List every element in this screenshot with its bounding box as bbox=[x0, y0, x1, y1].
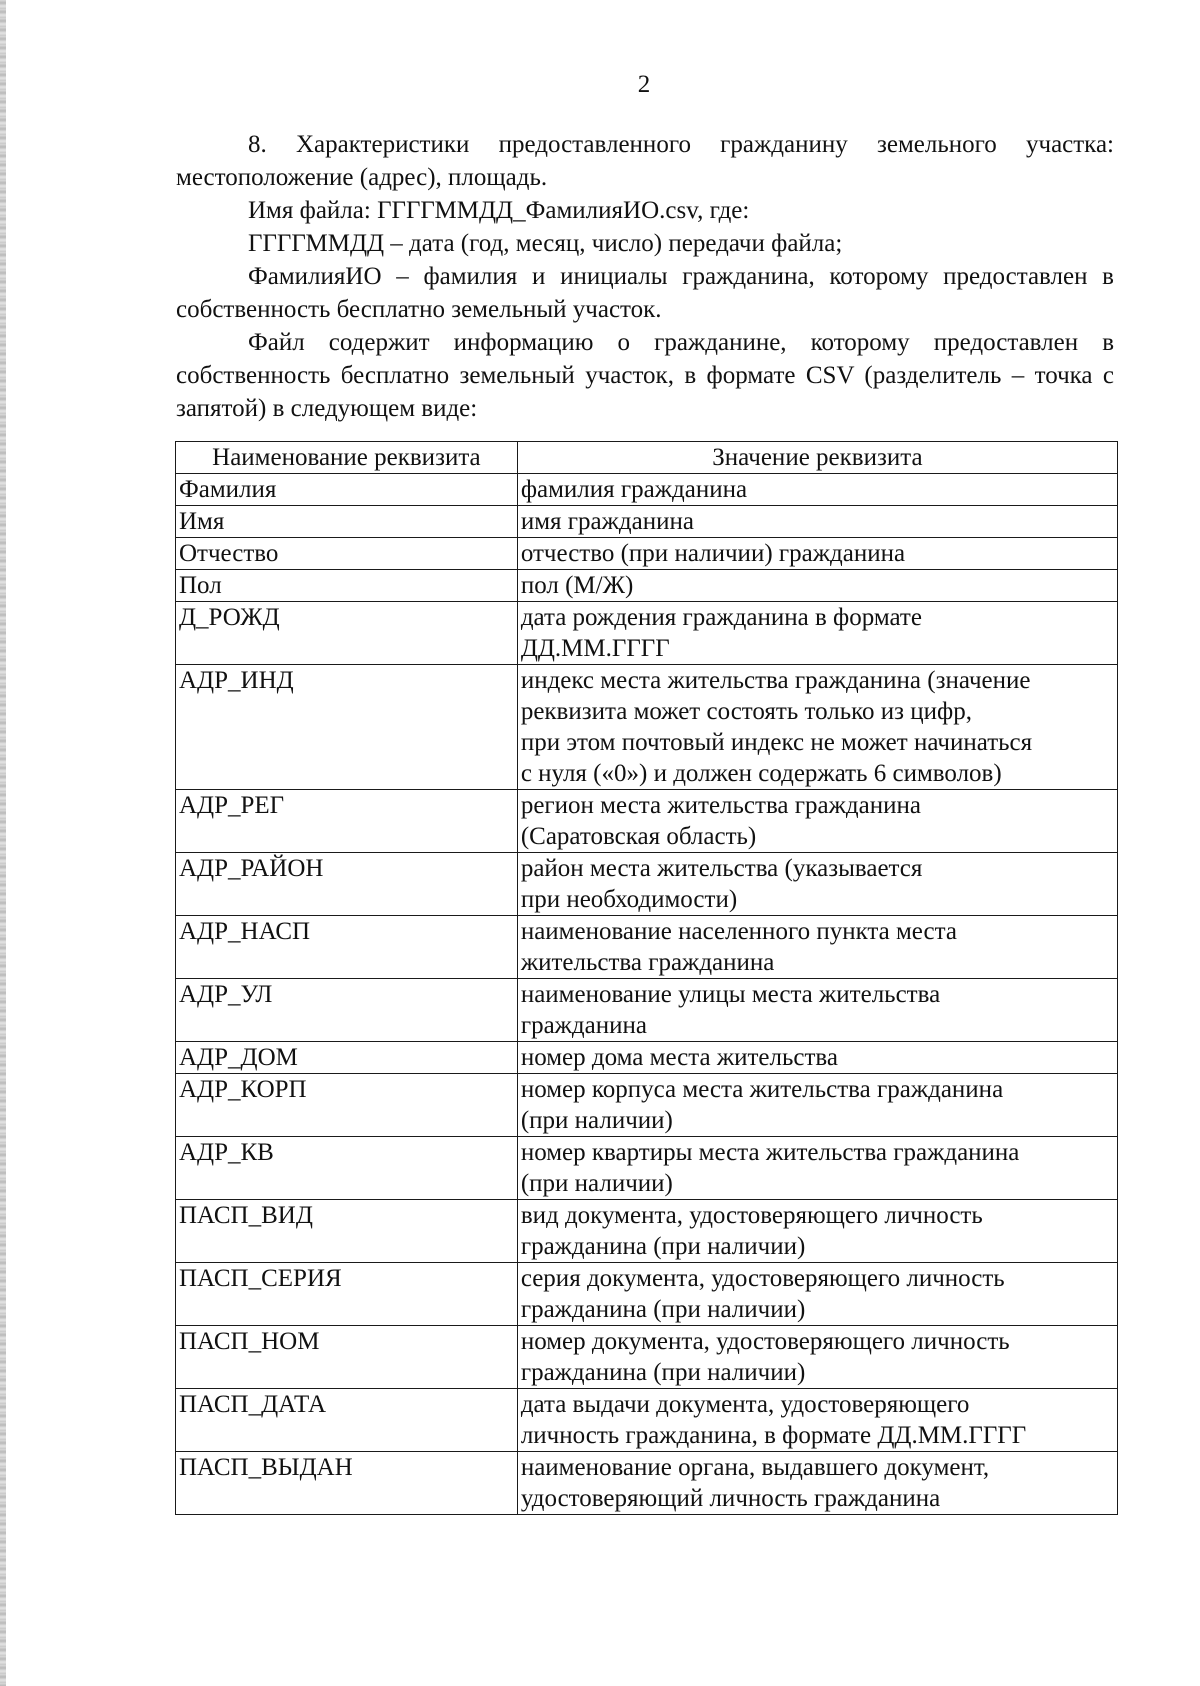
requisite-name: АДР_ИНД bbox=[176, 665, 518, 790]
table-row bbox=[176, 1263, 1118, 1326]
requisite-name: ПАСП_ВЫДАН bbox=[176, 1452, 518, 1515]
table-row bbox=[176, 602, 1118, 665]
requisite-value: пол (М/Ж) bbox=[517, 570, 1117, 602]
requisite-name: АДР_РАЙОН bbox=[176, 853, 518, 916]
requisite-value: дата рождения гражданина в формате ДД.ММ.ГГГГ bbox=[517, 602, 1117, 665]
table-row bbox=[176, 570, 1118, 602]
table-row bbox=[176, 665, 1118, 790]
requisite-value: дата выдачи документа, удостоверяющего личность гражданина, в формате ДД.ММ.ГГГГ bbox=[517, 1389, 1117, 1452]
requisite-value: номер квартиры места жительства гражданина (при наличии) bbox=[517, 1137, 1117, 1200]
table-row bbox=[176, 1137, 1118, 1200]
requisite-name: Д_РОЖД bbox=[176, 602, 518, 665]
scan-edge bbox=[0, 0, 6, 1686]
table-row bbox=[176, 538, 1118, 570]
requisite-name: Фамилия bbox=[176, 474, 518, 506]
table-row bbox=[176, 1042, 1118, 1074]
requisite-name: ПАСП_НОМ bbox=[176, 1326, 518, 1389]
table-row bbox=[176, 916, 1118, 979]
paragraph-file-name: Имя файла: ГГГГММДД_ФамилияИО.csv, где: bbox=[248, 197, 750, 224]
requisite-value: серия документа, удостоверяющего личность гражданина (при наличии) bbox=[517, 1263, 1117, 1326]
requisite-name: АДР_УЛ bbox=[176, 979, 518, 1042]
page-number: 2 bbox=[637, 71, 651, 98]
requisite-name: Отчество bbox=[176, 538, 518, 570]
requisite-name: АДР_КВ bbox=[176, 1137, 518, 1200]
requisite-value: отчество (при наличии) гражданина bbox=[517, 538, 1117, 570]
requisite-name: АДР_РЕГ bbox=[176, 790, 518, 853]
table-row bbox=[176, 979, 1118, 1042]
table-header-row bbox=[176, 442, 1118, 474]
paragraph-land-plot: 8. Характеристики предоставленного гражданину земельного участка: местоположение (адрес), площадь. bbox=[176, 131, 1114, 191]
requisite-name: Пол bbox=[176, 570, 518, 602]
requisite-value: имя гражданина bbox=[517, 506, 1117, 538]
requisite-value: наименование населенного пункта места жительства гражданина bbox=[517, 916, 1117, 979]
requisite-value: наименование улицы места жительства гражданина bbox=[517, 979, 1117, 1042]
table-row bbox=[176, 1452, 1118, 1515]
requisite-value: вид документа, удостоверяющего личность гражданина (при наличии) bbox=[517, 1200, 1117, 1263]
requisite-value: номер корпуса места жительства гражданина (при наличии) bbox=[517, 1074, 1117, 1137]
paragraph-file-contents: Файл содержит информацию о гражданине, которому предоставлен в собственность бесплатно земельный участок, в формате CSV (разделитель – точка с запятой) в следующем виде: bbox=[176, 329, 1114, 422]
table-row bbox=[176, 1389, 1118, 1452]
requisite-value: номер документа, удостоверяющего личность гражданина (при наличии) bbox=[517, 1326, 1117, 1389]
requisite-value: номер дома места жительства bbox=[517, 1042, 1117, 1074]
table-row bbox=[176, 1200, 1118, 1263]
table-row bbox=[176, 790, 1118, 853]
table-row bbox=[176, 506, 1118, 538]
requisite-name: ПАСП_ДАТА bbox=[176, 1389, 518, 1452]
requisite-value: регион места жительства гражданина (Саратовская область) bbox=[517, 790, 1117, 853]
table-row bbox=[176, 853, 1118, 916]
requisite-name: Имя bbox=[176, 506, 518, 538]
paragraph-date-format: ГГГГММДД – дата (год, месяц, число) передачи файла; bbox=[248, 230, 843, 257]
requisite-name: ПАСП_ВИД bbox=[176, 1200, 518, 1263]
paragraph-surname-initials: ФамилияИО – фамилия и инициалы гражданина, которому предоставлен в собственность бесплатно земельный участок. bbox=[176, 263, 1114, 323]
requisite-name: АДР_ДОМ bbox=[176, 1042, 518, 1074]
requisite-value: индекс места жительства гражданина (значение реквизита может состоять только из цифр, при этом почтовый индекс не может начинаться с нуля («0») и должен содержать 6 символов) bbox=[517, 665, 1117, 790]
requisite-value: район места жительства (указывается при необходимости) bbox=[517, 853, 1117, 916]
requisite-name: АДР_НАСП bbox=[176, 916, 518, 979]
requisite-name: ПАСП_СЕРИЯ bbox=[176, 1263, 518, 1326]
requisite-name: АДР_КОРП bbox=[176, 1074, 518, 1137]
table-row bbox=[176, 1326, 1118, 1389]
table-row bbox=[176, 474, 1118, 506]
header-requisite-name: Наименование реквизита bbox=[176, 442, 518, 474]
requisite-value: наименование органа, выдавшего документ, удостоверяющий личность гражданина bbox=[517, 1452, 1117, 1515]
header-requisite-value: Значение реквизита bbox=[517, 442, 1117, 474]
requisites-table bbox=[175, 441, 1118, 1515]
table-row bbox=[176, 1074, 1118, 1137]
body-text bbox=[176, 128, 1114, 425]
requisite-value: фамилия гражданина bbox=[517, 474, 1117, 506]
